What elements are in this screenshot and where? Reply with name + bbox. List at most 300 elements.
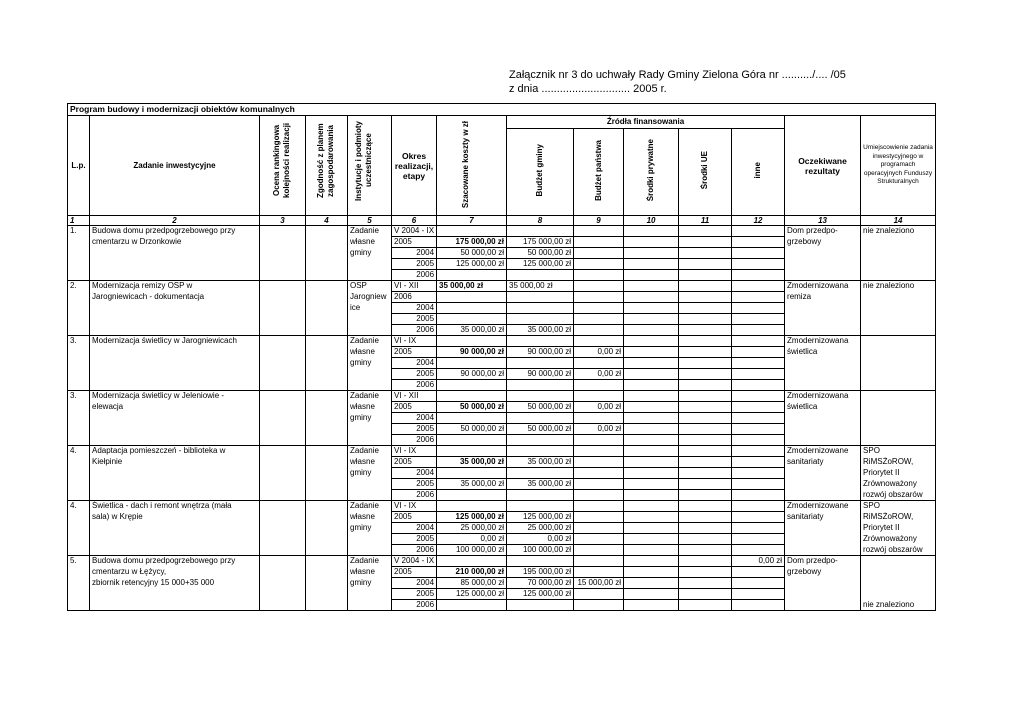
cell-period: 2005 xyxy=(392,534,437,545)
cell-results: Dom przedpo- xyxy=(785,226,861,237)
cell-budget-gmina xyxy=(507,556,574,567)
cell-results: remiza xyxy=(785,292,861,303)
cell-period: 2005 xyxy=(392,347,437,358)
cell-private xyxy=(624,424,679,435)
cell-period: 2006 xyxy=(392,380,437,391)
cell-cost: 35 000,00 zł xyxy=(437,281,507,292)
header-line-1: Załącznik nr 3 do uchwały Rady Gminy Zielona Góra nr ........../.... /05 xyxy=(509,69,846,81)
cell-budget-gmina: 70 000,00 zł xyxy=(507,578,574,589)
cell-task xyxy=(90,270,260,281)
cell-task: Modernizacja świetlicy w Jeleniowie - xyxy=(90,391,260,402)
cell-other xyxy=(732,347,785,358)
cell-other xyxy=(732,402,785,413)
cell-budget-gmina xyxy=(507,446,574,457)
cell-eu xyxy=(679,446,732,457)
cell-results: świetlica xyxy=(785,402,861,413)
cell-placement xyxy=(861,314,936,325)
cell-cost: 25 000,00 zł xyxy=(437,523,507,534)
column-number: 8 xyxy=(507,216,574,226)
cell-budget-state xyxy=(574,325,624,336)
cell-results: Zmodernizowana xyxy=(785,336,861,347)
cell-rank xyxy=(260,534,306,545)
table-row xyxy=(68,413,936,424)
cell-task xyxy=(90,490,260,501)
cell-institutions xyxy=(348,479,392,490)
cell-lp: 1. xyxy=(68,226,90,237)
cell-eu xyxy=(679,303,732,314)
cell-budget-state: 15 000,00 zł xyxy=(574,578,624,589)
cell-private xyxy=(624,479,679,490)
cell-budget-state: 0,00 zł xyxy=(574,424,624,435)
cell-eu xyxy=(679,567,732,578)
cell-institutions: Zadanie xyxy=(348,501,392,512)
cell-institutions: Jarogniew xyxy=(348,292,392,303)
table-row xyxy=(68,501,936,512)
table-row xyxy=(68,567,936,578)
cell-rank xyxy=(260,556,306,567)
cell-lp xyxy=(68,490,90,501)
header-line-2: z dnia ............................. 2005 r. xyxy=(509,83,667,95)
cell-budget-state xyxy=(574,523,624,534)
cell-task: Modernizacja remizy OSP w xyxy=(90,281,260,292)
cell-private xyxy=(624,556,679,567)
cell-results xyxy=(785,545,861,556)
cell-results xyxy=(785,534,861,545)
cell-lp xyxy=(68,413,90,424)
cell-budget-gmina xyxy=(507,226,574,237)
cell-task xyxy=(90,589,260,600)
header-lp: L.p. xyxy=(68,116,90,216)
cell-budget-gmina: 25 000,00 zł xyxy=(507,523,574,534)
cell-budget-state: 0,00 zł xyxy=(574,402,624,413)
cell-other xyxy=(732,292,785,303)
table-title: Program budowy i modernizacji obiektów komunalnych xyxy=(68,104,936,116)
cell-other xyxy=(732,391,785,402)
cell-placement xyxy=(861,589,936,600)
cell-budget-gmina xyxy=(507,270,574,281)
cell-cost xyxy=(437,556,507,567)
cell-plan xyxy=(306,248,348,259)
table-row xyxy=(68,369,936,380)
cell-lp xyxy=(68,545,90,556)
cell-budget-gmina: 35 000,00 zł xyxy=(507,479,574,490)
cell-task: Jarogniewicach - dokumentacja xyxy=(90,292,260,303)
cell-task: Adaptacja pomieszczeń - biblioteka w xyxy=(90,446,260,457)
cell-lp xyxy=(68,369,90,380)
cell-task xyxy=(90,545,260,556)
cell-lp xyxy=(68,435,90,446)
cell-lp xyxy=(68,534,90,545)
cell-budget-state xyxy=(574,534,624,545)
cell-period: 2004 xyxy=(392,413,437,424)
header-placement: Umiejscowienie zadania inwestycyjnego w programach operacyjnych Funduszy Strukturalnych xyxy=(861,116,936,216)
table-row xyxy=(68,391,936,402)
cell-institutions: gminy xyxy=(348,358,392,369)
cell-budget-gmina: 0,00 zł xyxy=(507,534,574,545)
cell-placement xyxy=(861,248,936,259)
cell-placement xyxy=(861,325,936,336)
cell-rank xyxy=(260,457,306,468)
cell-task xyxy=(90,424,260,435)
cell-task xyxy=(90,314,260,325)
cell-rank xyxy=(260,490,306,501)
cell-task xyxy=(90,325,260,336)
cell-plan xyxy=(306,424,348,435)
cell-period: 2004 xyxy=(392,578,437,589)
cell-other: 0,00 zł xyxy=(732,556,785,567)
cell-institutions xyxy=(348,490,392,501)
cell-plan xyxy=(306,281,348,292)
cell-eu xyxy=(679,424,732,435)
cell-plan xyxy=(306,468,348,479)
cell-budget-state xyxy=(574,600,624,611)
cell-other xyxy=(732,512,785,523)
table-row xyxy=(68,490,936,501)
cell-lp xyxy=(68,358,90,369)
cell-budget-state xyxy=(574,259,624,270)
cell-other xyxy=(732,545,785,556)
cell-budget-state xyxy=(574,270,624,281)
cell-institutions: gminy xyxy=(348,468,392,479)
header-task: Zadanie inwestycyjne xyxy=(90,116,260,216)
table-row xyxy=(68,523,936,534)
cell-lp xyxy=(68,259,90,270)
cell-eu xyxy=(679,358,732,369)
cell-budget-state xyxy=(574,314,624,325)
cell-budget-gmina xyxy=(507,490,574,501)
cell-eu xyxy=(679,325,732,336)
cell-budget-gmina: 125 000,00 zł xyxy=(507,259,574,270)
cell-placement xyxy=(861,380,936,391)
cell-lp: 3. xyxy=(68,391,90,402)
cell-placement: Priorytet II xyxy=(861,468,936,479)
cell-budget-gmina xyxy=(507,380,574,391)
cell-plan xyxy=(306,380,348,391)
cell-rank xyxy=(260,424,306,435)
cell-other xyxy=(732,424,785,435)
table-row xyxy=(68,380,936,391)
cell-cost xyxy=(437,358,507,369)
cell-institutions: gminy xyxy=(348,523,392,534)
cell-task: sala) w Krępie xyxy=(90,512,260,523)
cell-cost: 35 000,00 zł xyxy=(437,457,507,468)
cell-placement xyxy=(861,402,936,413)
cell-placement: Zrównoważony xyxy=(861,534,936,545)
cell-results xyxy=(785,435,861,446)
cell-institutions xyxy=(348,545,392,556)
cell-placement: Priorytet II xyxy=(861,523,936,534)
cell-cost xyxy=(437,292,507,303)
cell-plan xyxy=(306,479,348,490)
cell-task: Modernizacja świetlicy w Jarogniewicach xyxy=(90,336,260,347)
cell-plan xyxy=(306,259,348,270)
cell-budget-state xyxy=(574,292,624,303)
column-number: 10 xyxy=(624,216,679,226)
header-rank: Ocena rankingowa kolejności realizacji xyxy=(260,116,306,216)
cell-cost: 125 000,00 zł xyxy=(437,589,507,600)
cell-cost: 125 000,00 zł xyxy=(437,512,507,523)
cell-rank xyxy=(260,545,306,556)
cell-other xyxy=(732,325,785,336)
cell-private xyxy=(624,589,679,600)
cell-lp xyxy=(68,468,90,479)
cell-eu xyxy=(679,413,732,424)
cell-other xyxy=(732,358,785,369)
table-row xyxy=(68,556,936,567)
cell-plan xyxy=(306,292,348,303)
table-row xyxy=(68,314,936,325)
cell-institutions: Zadanie xyxy=(348,336,392,347)
cell-placement: rozwój obszarów xyxy=(861,490,936,501)
cell-private xyxy=(624,358,679,369)
cell-other xyxy=(732,259,785,270)
cell-lp xyxy=(68,248,90,259)
cell-institutions xyxy=(348,600,392,611)
cell-lp xyxy=(68,380,90,391)
cell-period: 2005 xyxy=(392,314,437,325)
cell-period: 2006 xyxy=(392,600,437,611)
cell-period: 2005 xyxy=(392,369,437,380)
cell-results xyxy=(785,490,861,501)
cell-institutions: gminy xyxy=(348,413,392,424)
cell-private xyxy=(624,446,679,457)
cell-other xyxy=(732,479,785,490)
cell-budget-gmina xyxy=(507,303,574,314)
cell-results: Zmodernizowana xyxy=(785,391,861,402)
cell-private xyxy=(624,413,679,424)
cell-budget-state xyxy=(574,226,624,237)
cell-plan xyxy=(306,556,348,567)
cell-plan xyxy=(306,490,348,501)
header-budget-gmina: Budżet gminy xyxy=(507,129,574,216)
cell-task: Kiełpinie xyxy=(90,457,260,468)
cell-eu xyxy=(679,391,732,402)
column-number: 13 xyxy=(785,216,861,226)
cell-period: 2005 xyxy=(392,259,437,270)
cell-other xyxy=(732,523,785,534)
cell-institutions: własne xyxy=(348,237,392,248)
column-number: 6 xyxy=(392,216,437,226)
cell-plan xyxy=(306,303,348,314)
cell-eu xyxy=(679,479,732,490)
cell-period: 2006 xyxy=(392,325,437,336)
cell-other xyxy=(732,380,785,391)
cell-placement xyxy=(861,303,936,314)
cell-plan xyxy=(306,600,348,611)
cell-eu xyxy=(679,347,732,358)
cell-institutions: gminy xyxy=(348,248,392,259)
cell-rank xyxy=(260,479,306,490)
cell-institutions xyxy=(348,534,392,545)
cell-placement xyxy=(861,270,936,281)
cell-lp: 2. xyxy=(68,281,90,292)
cell-rank xyxy=(260,325,306,336)
cell-eu xyxy=(679,457,732,468)
cell-budget-gmina: 175 000,00 zł xyxy=(507,237,574,248)
cell-private xyxy=(624,336,679,347)
cell-period: VI - IX xyxy=(392,336,437,347)
cell-task: cmentarzu w Drzonkowie xyxy=(90,237,260,248)
cell-private xyxy=(624,534,679,545)
table-row xyxy=(68,446,936,457)
cell-budget-gmina xyxy=(507,336,574,347)
header-results: Oczekiwane rezultaty xyxy=(785,116,861,216)
cell-plan xyxy=(306,512,348,523)
cell-budget-state xyxy=(574,248,624,259)
header-institutions: Instytucje i podmioty uczestniczące xyxy=(348,116,392,216)
cell-results xyxy=(785,270,861,281)
header-budget-state: Budżet państwa xyxy=(574,129,624,216)
cell-lp: 3. xyxy=(68,336,90,347)
cell-budget-state xyxy=(574,556,624,567)
cell-private xyxy=(624,567,679,578)
cell-institutions xyxy=(348,369,392,380)
cell-task xyxy=(90,523,260,534)
cell-rank xyxy=(260,226,306,237)
table-row xyxy=(68,600,936,611)
cell-other xyxy=(732,369,785,380)
cell-lp xyxy=(68,578,90,589)
cell-budget-state xyxy=(574,468,624,479)
cell-eu xyxy=(679,523,732,534)
cell-private xyxy=(624,380,679,391)
cell-placement: SPO xyxy=(861,446,936,457)
header-sources: Źródła finansowania xyxy=(507,116,785,129)
cell-private xyxy=(624,402,679,413)
cell-rank xyxy=(260,336,306,347)
cell-placement xyxy=(861,556,936,567)
cell-lp xyxy=(68,523,90,534)
cell-budget-state xyxy=(574,391,624,402)
cell-budget-gmina xyxy=(507,501,574,512)
cell-plan xyxy=(306,314,348,325)
cell-plan xyxy=(306,446,348,457)
table-row xyxy=(68,358,936,369)
table-row xyxy=(68,347,936,358)
cell-rank xyxy=(260,468,306,479)
cell-private xyxy=(624,292,679,303)
cell-other xyxy=(732,248,785,259)
cell-rank xyxy=(260,270,306,281)
cell-results xyxy=(785,380,861,391)
cell-lp xyxy=(68,325,90,336)
cell-private xyxy=(624,314,679,325)
cell-task xyxy=(90,468,260,479)
cell-institutions: własne xyxy=(348,347,392,358)
cell-budget-gmina: 100 000,00 zł xyxy=(507,545,574,556)
cell-results xyxy=(785,358,861,369)
investment-table-wrapper xyxy=(67,103,936,611)
cell-results: grzebowy xyxy=(785,237,861,248)
cell-task: Budowa domu przedpogrzebowego przy xyxy=(90,226,260,237)
cell-placement: nie znaleziono xyxy=(861,600,936,611)
cell-rank xyxy=(260,237,306,248)
cell-private xyxy=(624,435,679,446)
column-number: 4 xyxy=(306,216,348,226)
cell-institutions xyxy=(348,270,392,281)
cell-budget-state xyxy=(574,567,624,578)
cell-other xyxy=(732,237,785,248)
cell-lp xyxy=(68,303,90,314)
cell-institutions: ice xyxy=(348,303,392,314)
cell-period: 2005 xyxy=(392,424,437,435)
cell-eu xyxy=(679,501,732,512)
cell-institutions xyxy=(348,314,392,325)
cell-lp xyxy=(68,567,90,578)
cell-private xyxy=(624,512,679,523)
cell-private xyxy=(624,600,679,611)
cell-eu xyxy=(679,237,732,248)
cell-period: 2005 xyxy=(392,402,437,413)
cell-eu xyxy=(679,534,732,545)
table-row xyxy=(68,589,936,600)
cell-cost: 85 000,00 zł xyxy=(437,578,507,589)
cell-budget-gmina: 125 000,00 zł xyxy=(507,589,574,600)
cell-budget-gmina: 90 000,00 zł xyxy=(507,347,574,358)
cell-cost xyxy=(437,435,507,446)
cell-task: elewacja xyxy=(90,402,260,413)
cell-other xyxy=(732,457,785,468)
cell-budget-state xyxy=(574,457,624,468)
cell-placement xyxy=(861,369,936,380)
cell-rank xyxy=(260,600,306,611)
cell-rank xyxy=(260,435,306,446)
cell-placement xyxy=(861,358,936,369)
cell-eu xyxy=(679,292,732,303)
cell-period: 2004 xyxy=(392,468,437,479)
table-row xyxy=(68,468,936,479)
cell-cost xyxy=(437,380,507,391)
cell-private xyxy=(624,248,679,259)
cell-placement xyxy=(861,336,936,347)
cell-results: Dom przedpo- xyxy=(785,556,861,567)
cell-lp xyxy=(68,600,90,611)
table-title-row xyxy=(68,104,936,116)
cell-rank xyxy=(260,358,306,369)
cell-rank xyxy=(260,314,306,325)
cell-budget-state xyxy=(574,413,624,424)
cell-private xyxy=(624,347,679,358)
cell-eu xyxy=(679,402,732,413)
cell-results xyxy=(785,589,861,600)
cell-cost xyxy=(437,501,507,512)
cell-lp xyxy=(68,402,90,413)
cell-placement xyxy=(861,347,936,358)
cell-eu xyxy=(679,578,732,589)
cell-placement: nie znaleziono xyxy=(861,226,936,237)
cell-plan xyxy=(306,435,348,446)
cell-budget-gmina xyxy=(507,358,574,369)
cell-placement xyxy=(861,424,936,435)
cell-plan xyxy=(306,358,348,369)
cell-results xyxy=(785,523,861,534)
cell-task xyxy=(90,380,260,391)
cell-period: VI - IX xyxy=(392,501,437,512)
column-number: 14 xyxy=(861,216,936,226)
cell-rank xyxy=(260,369,306,380)
cell-placement: RiMSŻoROW, xyxy=(861,457,936,468)
table-row xyxy=(68,424,936,435)
cell-results xyxy=(785,248,861,259)
cell-budget-state xyxy=(574,281,624,292)
cell-other xyxy=(732,435,785,446)
cell-cost: 210 000,00 zł xyxy=(437,567,507,578)
cell-placement: RiMSŻoROW, xyxy=(861,512,936,523)
cell-rank xyxy=(260,512,306,523)
cell-institutions xyxy=(348,259,392,270)
cell-institutions: własne xyxy=(348,402,392,413)
cell-budget-gmina: 35 000,00 zł xyxy=(507,325,574,336)
